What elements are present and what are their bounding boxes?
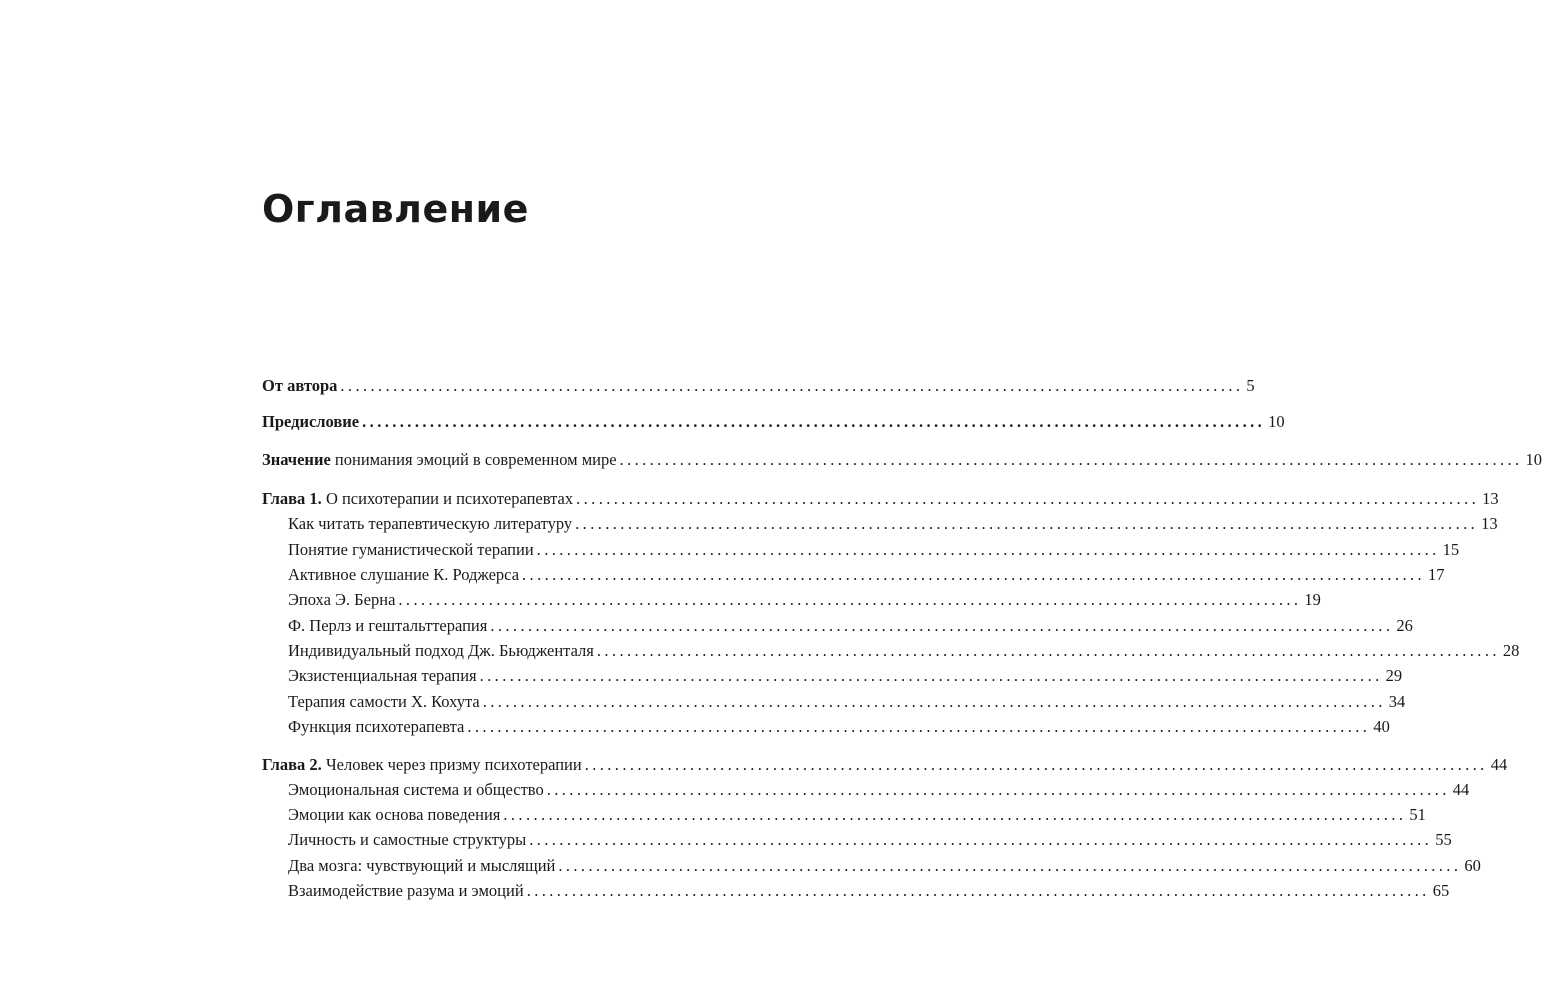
toc-entry-label <box>262 412 359 432</box>
toc-entry-text: Два мозга: чувствующий и мыслящий <box>288 856 556 875</box>
toc-entry-label <box>288 856 555 876</box>
dot-leader: ........................................................................................................................ <box>522 565 1426 584</box>
dot-leader: ........................................................................................................................ <box>490 616 1394 635</box>
toc-entry-label <box>288 514 572 534</box>
page-number: 44 <box>1452 780 1470 799</box>
dot-leader: ........................................................................................................................ <box>479 666 1383 685</box>
toc-subentry <box>288 616 1413 640</box>
dot-leader: ........................................................................................................................ <box>576 489 1480 508</box>
page-number: 60 <box>1464 856 1481 875</box>
toc-entry-text: понимания эмоций в современном мире <box>330 450 617 469</box>
toc-entry-text: Терапия самости Х. Кохута <box>288 692 480 711</box>
toc-entry-bold-label: Предисловие <box>262 412 360 431</box>
dot-leader: ........................................................................................................................ <box>467 717 1371 736</box>
toc-entry-label <box>288 666 477 686</box>
dot-leader: ........................................................................................................................ <box>546 780 1450 799</box>
toc-entry-text: Эпоха Э. Берна <box>288 590 396 609</box>
toc-subentry <box>288 540 1460 564</box>
toc-entry <box>262 450 1542 474</box>
toc-entry-label <box>288 540 534 560</box>
toc-subentry <box>288 641 1520 665</box>
toc-entry-bold-label: От автора <box>262 376 338 395</box>
dot-leader: ........................................................................................................................ <box>340 376 1244 395</box>
toc-entry-text: Функция психотерапевта <box>288 717 465 736</box>
toc-subentry <box>288 514 1498 538</box>
toc-entry-label <box>288 616 487 636</box>
page-number: 65 <box>1432 881 1450 900</box>
toc-subentry <box>288 881 1450 905</box>
toc-subentry <box>288 717 1390 741</box>
page-number: 13 <box>1482 489 1499 508</box>
toc-entry-label <box>288 805 500 825</box>
toc-entry-label <box>288 590 395 610</box>
toc-entry-label <box>288 641 594 661</box>
page-number: 28 <box>1502 641 1520 660</box>
toc-entry-label <box>262 450 617 470</box>
page-number: 34 <box>1388 692 1406 711</box>
toc-entry-bold-label: Глава 2. <box>262 755 322 774</box>
dot-leader: ........................................................................................................................ <box>536 540 1440 559</box>
dot-leader: ........................................................................................................................ <box>526 881 1430 900</box>
dot-leader: ........................................................................................................................ <box>575 514 1479 533</box>
page-number: 44 <box>1490 755 1508 774</box>
toc-entry-bold-label: Значение <box>262 450 331 469</box>
toc-subentry <box>288 590 1321 614</box>
toc-entry-text: Взаимодействие разума и эмоций <box>288 881 524 900</box>
toc-entry-bold-label: Глава 1. <box>262 489 322 508</box>
dot-leader: ........................................................................................................................ <box>503 805 1407 824</box>
dot-leader: ........................................................................................................................ <box>558 856 1462 875</box>
toc-entry-label <box>288 780 544 800</box>
dot-leader: ........................................................................................................................ <box>482 692 1386 711</box>
page-number: 15 <box>1442 540 1460 559</box>
toc-entry-text: Эмоции как основа поведения <box>288 805 501 824</box>
dot-leader: ........................................................................................................................ <box>362 412 1266 431</box>
dot-leader: ........................................................................................................................ <box>529 830 1433 849</box>
toc-entry-label <box>288 830 526 850</box>
toc-entry-text: Понятие гуманистической терапии <box>288 540 534 559</box>
toc-entry-text: Человек через призму психотерапии <box>321 755 582 774</box>
dot-leader: ........................................................................................................................ <box>398 590 1302 609</box>
toc-entry-text: Личность и самостные структуры <box>288 830 527 849</box>
toc-subentry <box>288 805 1426 829</box>
toc-subentry <box>288 780 1470 804</box>
page-number: 19 <box>1304 590 1321 609</box>
toc-entry <box>262 376 1255 400</box>
toc-entry-label <box>288 881 524 901</box>
toc-entry-text: Активное слушание К. Роджерса <box>288 565 520 584</box>
toc-entry <box>262 755 1508 779</box>
toc-entry-text: Как читать терапевтическую литературу <box>288 514 573 533</box>
page-number: 10 <box>1268 412 1285 431</box>
toc-subentry <box>288 830 1452 854</box>
toc-entry-label <box>288 565 519 585</box>
toc-entry-label <box>262 376 337 396</box>
toc-entry-text: Экзистенциальная терапия <box>288 666 477 685</box>
dot-leader: ........................................................................................................................ <box>596 641 1500 660</box>
page-number: 5 <box>1246 376 1255 395</box>
toc-entry-text: О психотерапии и психотерапевтах <box>321 489 574 508</box>
page-title: Оглавление <box>262 187 529 231</box>
page-number: 13 <box>1481 514 1498 533</box>
toc-entry <box>262 412 1285 436</box>
toc-subentry <box>288 565 1445 589</box>
page-number: 40 <box>1373 717 1390 736</box>
toc-entry-text: Ф. Перлз и гештальттерапия <box>288 616 488 635</box>
page-number: 26 <box>1396 616 1413 635</box>
toc-entry-label <box>288 717 464 737</box>
page-number: 29 <box>1385 666 1403 685</box>
toc-subentry <box>288 666 1403 690</box>
dot-leader: ........................................................................................................................ <box>584 755 1488 774</box>
toc-entry-text: Индивидуальный подход Дж. Бьюдженталя <box>288 641 594 660</box>
toc-entry-label <box>262 755 582 775</box>
toc-entry-label <box>262 489 573 509</box>
toc-entry <box>262 489 1499 513</box>
toc-subentry <box>288 856 1481 880</box>
dot-leader: ........................................................................................................................ <box>619 450 1523 469</box>
toc-entry-label <box>288 692 480 712</box>
page-number: 10 <box>1525 450 1542 469</box>
toc-entry-text: Эмоциональная система и общество <box>288 780 544 799</box>
page-number: 17 <box>1428 565 1445 584</box>
page-number: 55 <box>1435 830 1452 849</box>
page-number: 51 <box>1409 805 1426 824</box>
toc-subentry <box>288 692 1406 716</box>
